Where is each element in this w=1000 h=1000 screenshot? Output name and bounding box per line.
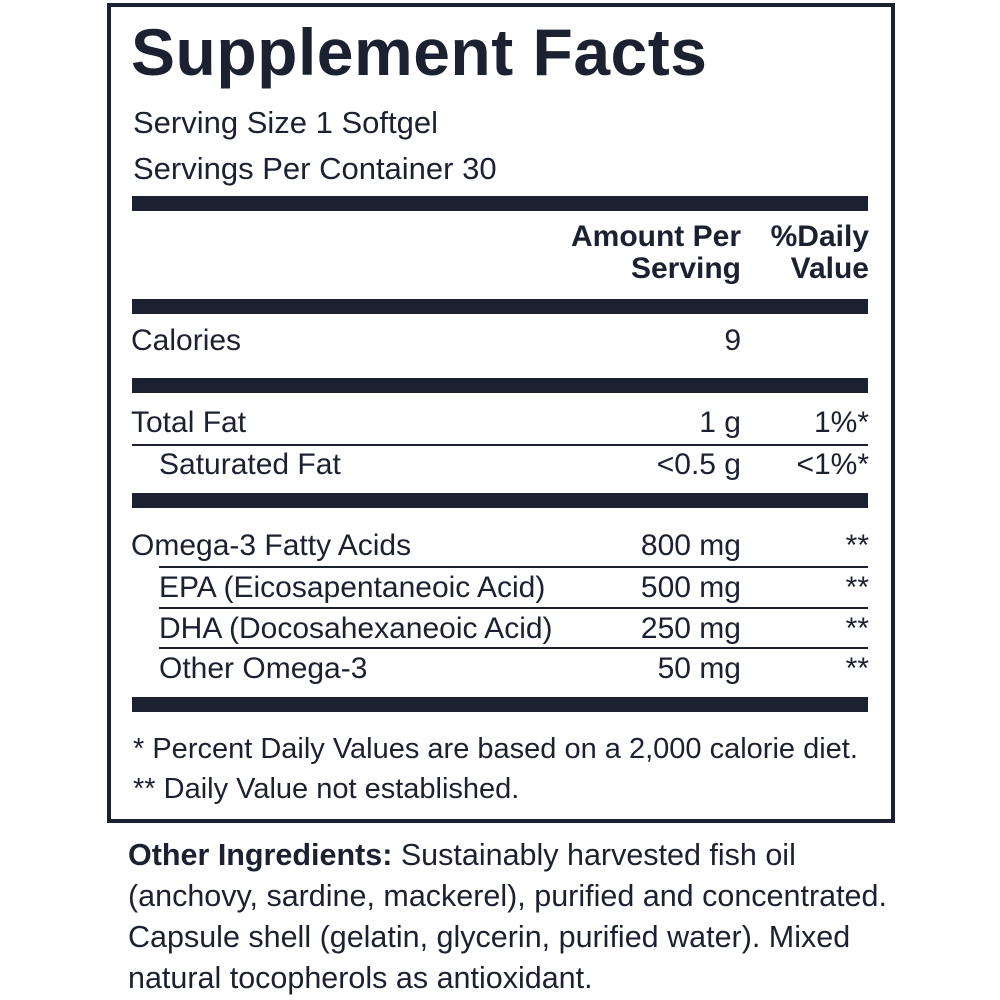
nutrient-amount: 500 mg (640, 571, 741, 604)
nutrient-name: DHA (Docosahexaneoic Acid) (159, 612, 553, 645)
other-ingredients (128, 835, 888, 999)
nutrient-amount: <0.5 g (656, 448, 741, 481)
dv-header-line1: %Daily (770, 220, 869, 253)
nutrient-daily-value: ** (845, 571, 869, 604)
nutrient-row-omega-3 (111, 528, 891, 564)
nutrient-amount: 800 mg (640, 529, 741, 562)
nutrient-row-other-omega-3 (111, 651, 891, 687)
nutrient-amount: 1 g (699, 406, 741, 439)
nutrient-row-total-fat (111, 405, 891, 441)
nutrient-row-dha (111, 611, 891, 647)
supplement-facts-panel (107, 3, 895, 823)
row-divider (159, 607, 868, 609)
nutrient-name: Total Fat (131, 406, 247, 439)
panel-title: Supplement Facts (131, 15, 708, 89)
row-divider (159, 566, 868, 568)
nutrient-daily-value: 1%* (813, 406, 869, 439)
nutrient-amount: 9 (724, 324, 741, 357)
thick-divider (132, 697, 868, 712)
servings-per-container: Servings Per Container 30 (133, 151, 497, 186)
footnote-not-established: ** Daily Value not established. (133, 773, 520, 805)
footnote-daily-values: * Percent Daily Values are based on a 2,000 calorie diet. (133, 733, 858, 765)
nutrient-daily-value: ** (845, 529, 869, 562)
nutrient-row-calories (111, 323, 891, 359)
amount-header-line1: Amount Per (570, 220, 741, 253)
serving-size: Serving Size 1 Softgel (133, 105, 439, 140)
nutrient-name: Omega-3 Fatty Acids (131, 529, 412, 562)
dv-header-line2: Value (790, 252, 869, 286)
nutrient-name: EPA (Eicosapentaneoic Acid) (159, 571, 546, 604)
nutrient-name: Calories (131, 324, 242, 357)
nutrient-amount: 250 mg (640, 612, 741, 645)
row-divider (159, 647, 868, 649)
thick-divider (132, 378, 868, 393)
thick-divider (132, 196, 868, 211)
nutrient-amount: 50 mg (657, 652, 741, 685)
thick-divider (132, 493, 868, 508)
amount-per-serving-header (571, 221, 741, 286)
nutrient-daily-value: ** (845, 652, 869, 685)
other-ingredients-label: Other Ingredients: (128, 838, 393, 872)
amount-header-line2: Serving (630, 252, 741, 286)
other-ingredients-text: Sustainably harvested fish oil (anchovy, sardine, mackerel), purified and concentrated. Capsule shell (gelatin, glycerin, purified water). Mixed natural tocopherols as antioxidant. (128, 838, 887, 995)
nutrient-daily-value: <1%* (796, 448, 869, 481)
daily-value-header (771, 221, 869, 286)
thick-divider (132, 299, 868, 314)
row-divider (132, 444, 868, 446)
nutrient-row-epa (111, 570, 891, 606)
nutrient-row-saturated-fat (111, 447, 891, 483)
nutrient-daily-value: ** (845, 612, 869, 645)
nutrient-name: Other Omega-3 (159, 652, 368, 685)
nutrient-name: Saturated Fat (159, 448, 341, 481)
